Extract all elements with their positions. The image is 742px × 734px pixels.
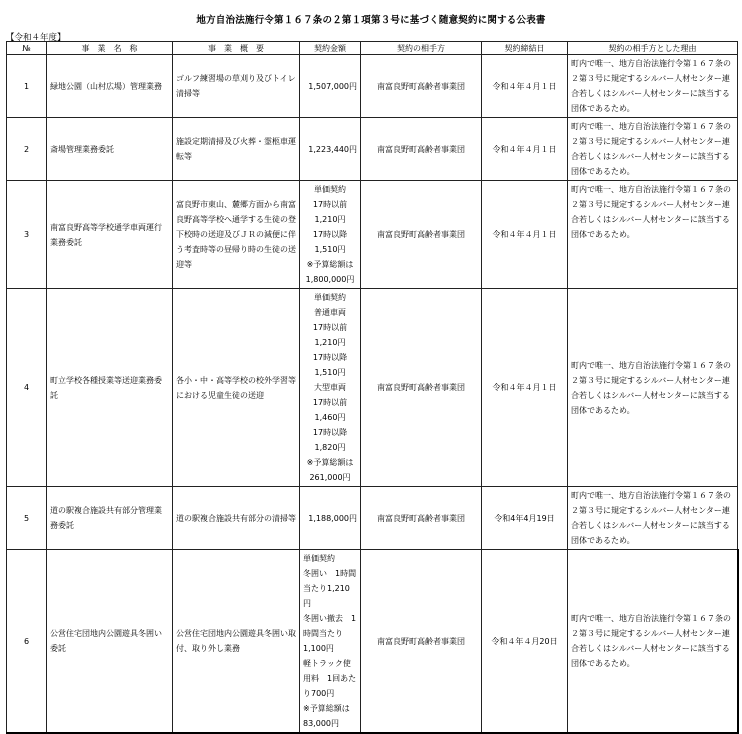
row-party: 南富良野町高齢者事業団 (361, 550, 482, 734)
row-amount (300, 181, 361, 289)
amount-line: 1,188,000円 (308, 513, 357, 523)
amount-line: 1,510円 (314, 368, 346, 377)
row-date: 令和４年４月１日 (482, 118, 568, 181)
row-amount (300, 55, 361, 118)
row-date: 令和4年4月19日 (482, 487, 568, 550)
row-party: 南富良野町高齢者事業団 (361, 55, 482, 118)
table-row (7, 550, 738, 734)
amount-line: 1,100円 (303, 644, 334, 653)
row-name: 緑地公園（山村広場）管理業務 (47, 55, 173, 118)
row-date: 令和４年４月１日 (482, 55, 568, 118)
row-amount (300, 487, 361, 550)
row-party: 南富良野町高齢者事業団 (361, 118, 482, 181)
header-date: 契約締結日 (482, 42, 568, 55)
amount-line: ※予算総額は (306, 458, 354, 467)
row-no: 5 (7, 487, 47, 550)
amount-line: 1,820円 (314, 443, 346, 452)
page-title: 地方自治法施行令第１６７条の２第１項第３号に基づく随意契約に関する公表書 (196, 15, 546, 26)
fiscal-year-label: 【令和４年度】 (6, 33, 66, 43)
contracts-table (6, 41, 739, 734)
row-reason: 町内で唯一、地方自治法施行令第１６７条の２第３号に規定するシルバー人材センター連合若しくはシルバー人材センターに該当する団体であるため。 (568, 550, 738, 734)
header-reason: 契約の相手方とした理由 (568, 42, 738, 55)
row-summary: 施設定期清掃及び火葬・霊柩車運転等 (173, 118, 300, 181)
amount-line: ※予算総額は (303, 704, 350, 713)
row-amount (300, 118, 361, 181)
row-name: 町立学校各種授業等送迎業務委託 (47, 289, 173, 487)
row-no: 2 (7, 118, 47, 181)
amount-line: 17時以降 (312, 428, 348, 437)
amount-line: 17時以降 (312, 353, 348, 362)
amount-line: 大型車両 (314, 383, 346, 392)
row-date: 令和４年４月１日 (482, 181, 568, 289)
table-row (7, 289, 738, 487)
row-name: 公営住宅団地内公園遊具冬囲い委託 (47, 550, 173, 734)
row-name: 道の駅複合施設共有部分管理業務委託 (47, 487, 173, 550)
amount-line: 1,800,000円 (305, 275, 355, 284)
row-reason: 町内で唯一、地方自治法施行令第１６７条の２第３号に規定するシルバー人材センター連合若しくはシルバー人材センターに該当する団体であるため。 (568, 181, 738, 289)
row-summary: 公営住宅団地内公園遊具冬囲い取付、取り外し業務 (173, 550, 300, 734)
row-reason: 町内で唯一、地方自治法施行令第１６７条の２第３号に規定するシルバー人材センター連合若しくはシルバー人材センターに該当する団体であるため。 (568, 487, 738, 550)
row-summary: 道の駅複合施設共有部分の清掃等 (173, 487, 300, 550)
amount-line: 単価契約 (303, 554, 335, 563)
amount-line: 普通車両 (314, 308, 346, 317)
amount-line: 1,510円 (314, 245, 346, 254)
table-row (7, 55, 738, 118)
amount-line: 261,000円 (309, 473, 351, 482)
amount-line: 17時以前 (312, 323, 348, 332)
row-no: 1 (7, 55, 47, 118)
table-row (7, 118, 738, 181)
amount-line: 17時以降 (312, 230, 348, 239)
amount-line: 冬囲い 1時間当たり1,210円 (303, 569, 357, 608)
table-row (7, 487, 738, 550)
amount-line: 1,210円 (314, 215, 346, 224)
header-summary: 事 業 概 要 (173, 42, 300, 55)
row-date: 令和４年４月20日 (482, 550, 568, 734)
row-reason: 町内で唯一、地方自治法施行令第１６７条の２第３号に規定するシルバー人材センター連合若しくはシルバー人材センターに該当する団体であるため。 (568, 289, 738, 487)
row-party: 南富良野町高齢者事業団 (361, 487, 482, 550)
table-header-row (7, 42, 738, 55)
row-reason: 町内で唯一、地方自治法施行令第１６７条の２第３号に規定するシルバー人材センター連合若しくはシルバー人材センターに該当する団体であるため。 (568, 118, 738, 181)
amount-line: 17時以前 (312, 398, 348, 407)
amount-line: 単価契約 (314, 185, 346, 194)
row-name: 斎場管理業務委託 (47, 118, 173, 181)
row-no: 4 (7, 289, 47, 487)
amount-line: 単価契約 (314, 293, 346, 302)
row-amount (300, 289, 361, 487)
amount-line: 17時以前 (312, 200, 348, 209)
header-name: 事 業 名 称 (47, 42, 173, 55)
header-amount: 契約金額 (300, 42, 361, 55)
amount-line: 1,507,000円 (308, 81, 357, 91)
amount-line: 1,223,440円 (308, 144, 357, 154)
header-party: 契約の相手方 (361, 42, 482, 55)
amount-line: 1,460円 (314, 413, 346, 422)
row-no: 6 (7, 550, 47, 734)
row-date: 令和４年４月１日 (482, 289, 568, 487)
row-reason: 町内で唯一、地方自治法施行令第１６７条の２第３号に規定するシルバー人材センター連合若しくはシルバー人材センターに該当する団体であるため。 (568, 55, 738, 118)
amount-line: 冬囲い撤去 1時間当たり (303, 614, 357, 638)
amount-line: 1,210円 (314, 338, 346, 347)
row-summary: 富良野市東山、麓郷方面から南富良野高等学校へ通学する生徒の登下校時の送迎及びＪＲの減便に伴う考査時等の昼帰り時の生徒の送迎等 (173, 181, 300, 289)
row-party: 南富良野町高齢者事業団 (361, 289, 482, 487)
row-no: 3 (7, 181, 47, 289)
table-row (7, 181, 738, 289)
header-no: № (7, 42, 47, 55)
row-summary: 各小・中・高等学校の校外学習等における児童生徒の送迎 (173, 289, 300, 487)
amount-line: 軽トラック使用料 1回あたり700円 (303, 659, 357, 698)
row-party: 南富良野町高齢者事業団 (361, 181, 482, 289)
amount-line: 83,000円 (303, 719, 339, 728)
row-name: 南富良野高等学校通学車両運行業務委託 (47, 181, 173, 289)
row-summary: ゴルフ練習場の草刈り及びトイレ清掃等 (173, 55, 300, 118)
row-amount (300, 550, 361, 734)
amount-line: ※予算総額は (306, 260, 354, 269)
